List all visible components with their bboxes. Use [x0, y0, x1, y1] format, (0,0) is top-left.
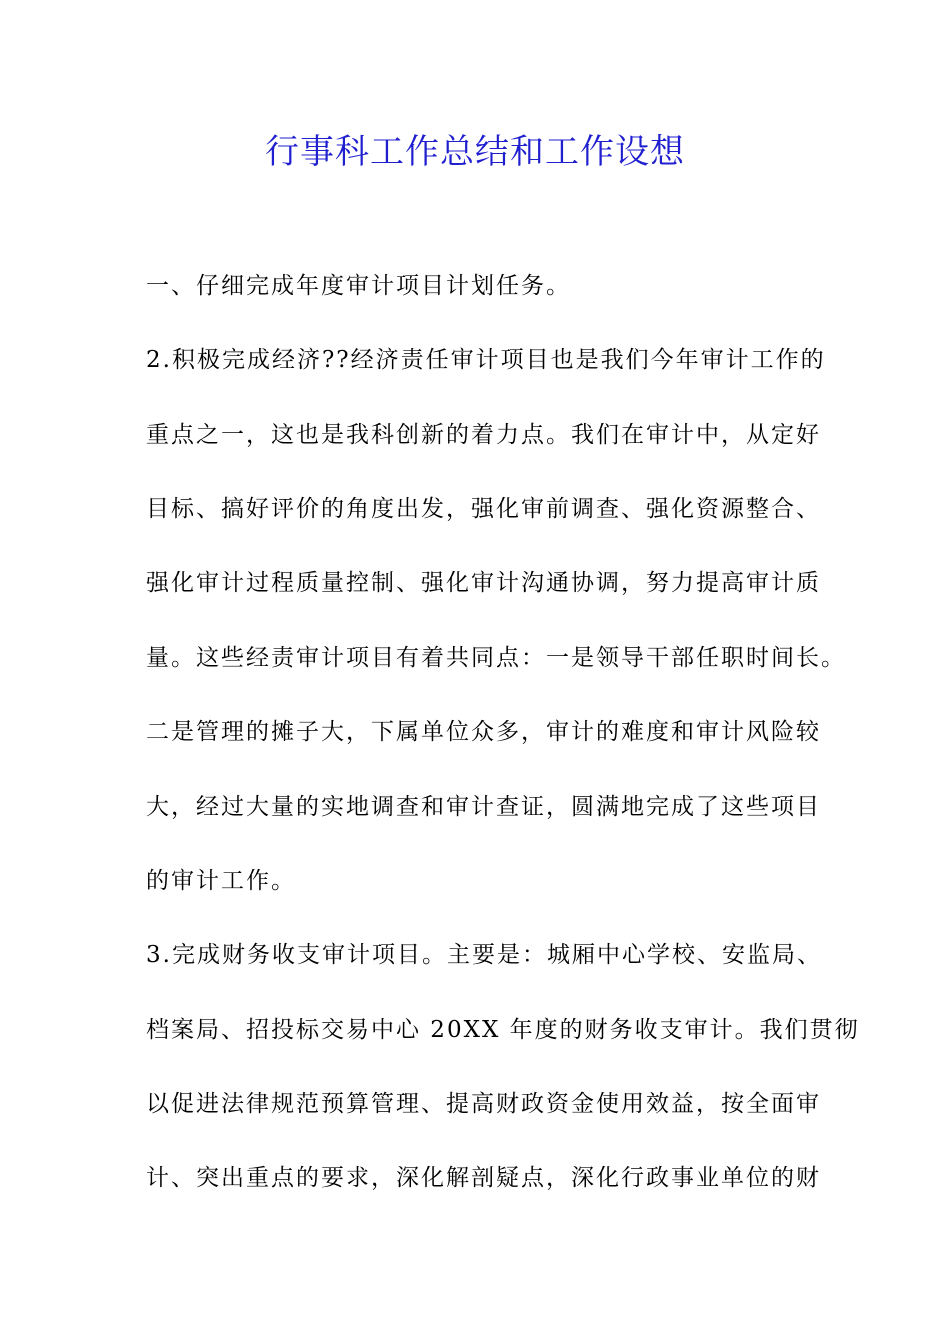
paragraph-line: 计、突出重点的要求，深化解剖疑点，深化行政事业单位的财 — [146, 1165, 821, 1191]
paragraph-line: 量。这些经责审计项目有着共同点：一是领导干部任职时间长。 — [146, 645, 846, 671]
paragraph-line: 的审计工作。 — [146, 868, 296, 894]
paragraph-line: 3.完成财务收支审计项目。主要是：城厢中心学校、安监局、 — [146, 942, 822, 968]
paragraph-line: 2.积极完成经济??经济责任审计项目也是我们今年审计工作的 — [146, 347, 826, 373]
paragraph-line: 一、仔细完成年度审计项目计划任务。 — [146, 273, 571, 299]
page-title: 行事科工作总结和工作设想 — [265, 132, 685, 172]
paragraph-line: 大，经过大量的实地调查和审计查证，圆满地完成了这些项目 — [146, 794, 821, 820]
paragraph-line: 以促进法律规范预算管理、提高财政资金使用效益，按全面审 — [146, 1091, 821, 1117]
paragraph-line: 重点之一，这也是我科创新的着力点。我们在审计中，从定好 — [146, 422, 821, 448]
paragraph-line: 目标、搞好评价的角度出发，强化审前调查、强化资源整合、 — [146, 496, 821, 522]
paragraph-line: 档案局、招投标交易中心 20XX 年度的财务收支审计。我们贯彻 — [146, 1017, 860, 1043]
paragraph-line: 强化审计过程质量控制、强化审计沟通协调，努力提高审计质 — [146, 570, 821, 596]
paragraph-line: 二是管理的摊子大，下属单位众多，审计的难度和审计风险较 — [146, 719, 821, 745]
